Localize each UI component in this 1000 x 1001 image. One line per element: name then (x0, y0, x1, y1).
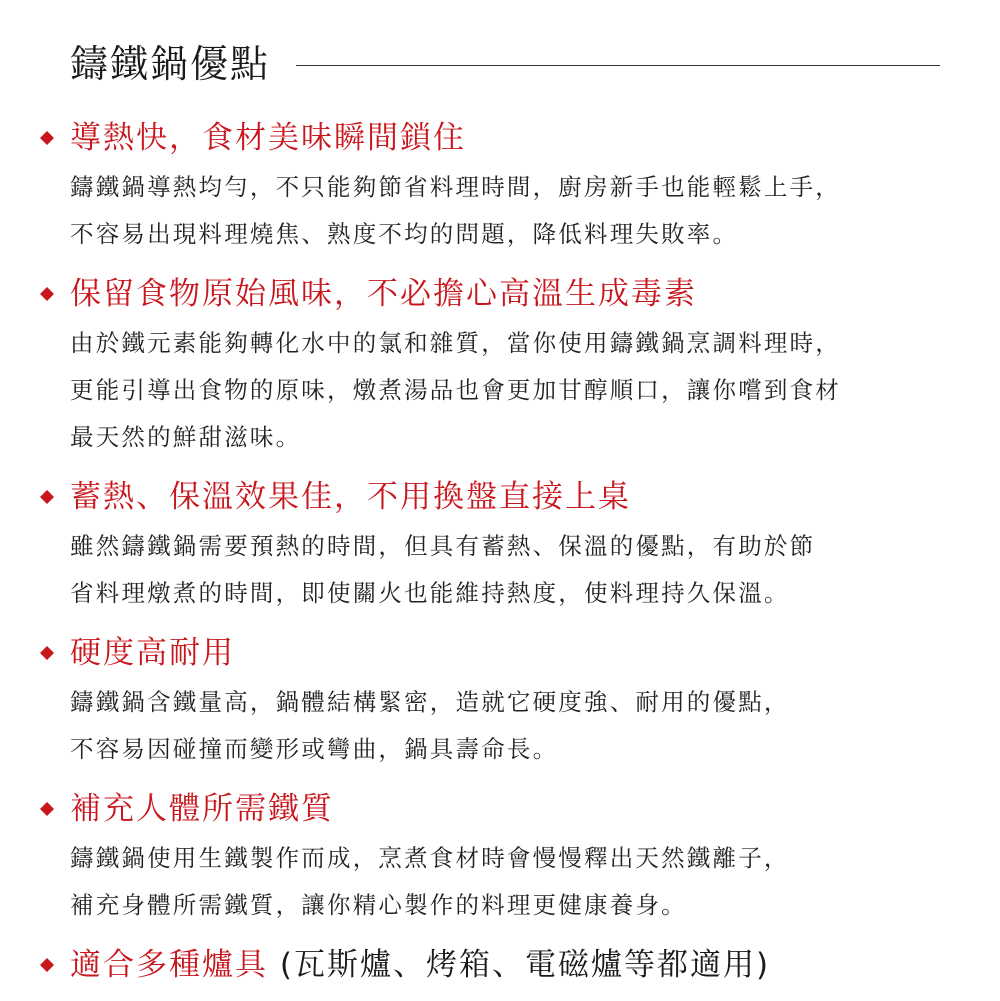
feature-item (40, 627, 970, 773)
feature-body: 鑄鐵鍋導熱均勻，不只能夠節省料理時間，廚房新手也能輕鬆上手， 不容易出現料理燒焦、熟度不均的問題，降低料理失敗率。 (70, 173, 841, 248)
feature-item (40, 471, 970, 617)
diamond-bullet-icon (40, 638, 70, 668)
feature-body: 雖然鑄鐵鍋需要預熱的時間，但具有蓄熱、保溫的優點，有助於節 省料理燉煮的時間，即使關火也能維持熱度，使料理持久保溫。 (70, 532, 816, 607)
feature-title: 蓄熱、保溫效果佳，不用換盤直接上桌 (70, 478, 631, 515)
diamond-bullet-icon (40, 950, 70, 980)
feature-heading (40, 627, 970, 679)
feature-heading (40, 783, 970, 835)
feature-item (40, 268, 970, 461)
feature-title: 保留食物原始風味，不必擔心高溫生成毒素 (70, 275, 697, 312)
feature-heading (40, 939, 970, 991)
feature-title: 導熱快，食材美味瞬間鎖住 (70, 119, 466, 156)
feature-title-note: (瓦斯爐、烤箱、電磁爐等都適用) (268, 946, 771, 983)
feature-title: 補充人體所需鐵質 (70, 790, 334, 827)
feature-body: 由於鐵元素能夠轉化水中的氯和雜質，當你使用鑄鐵鍋烹調料理時， 更能引導出食物的原味，燉煮湯品也會更加甘醇順口，讓你嚐到食材 最天然的鮮甜滋味。 (70, 329, 841, 451)
feature-item (40, 112, 970, 258)
feature-heading (40, 268, 970, 320)
page-title: 鑄鐵鍋優點 (70, 42, 271, 86)
title-divider (296, 65, 940, 66)
feature-body: 鑄鐵鍋含鐵量高，鍋體結構緊密，造就它硬度強、耐用的優點， 不容易因碰撞而變形或彎曲，鍋具壽命長。 (70, 688, 790, 763)
diamond-bullet-icon (40, 123, 70, 153)
feature-title (70, 946, 771, 983)
feature-title: 硬度高耐用 (70, 634, 235, 671)
feature-title-main: 適合多種爐具 (70, 946, 268, 983)
header (70, 36, 940, 92)
feature-item (40, 783, 970, 929)
diamond-bullet-icon (40, 794, 70, 824)
feature-body: 鑄鐵鍋使用生鐵製作而成，烹煮食材時會慢慢釋出天然鐵離子， 補充身體所需鐵質，讓你精心製作的料理更健康養身。 (70, 844, 790, 919)
diamond-bullet-icon (40, 279, 70, 309)
feature-list (40, 112, 970, 1001)
feature-heading (40, 112, 970, 164)
feature-item (40, 939, 970, 991)
feature-heading (40, 471, 970, 523)
diamond-bullet-icon (40, 482, 70, 512)
